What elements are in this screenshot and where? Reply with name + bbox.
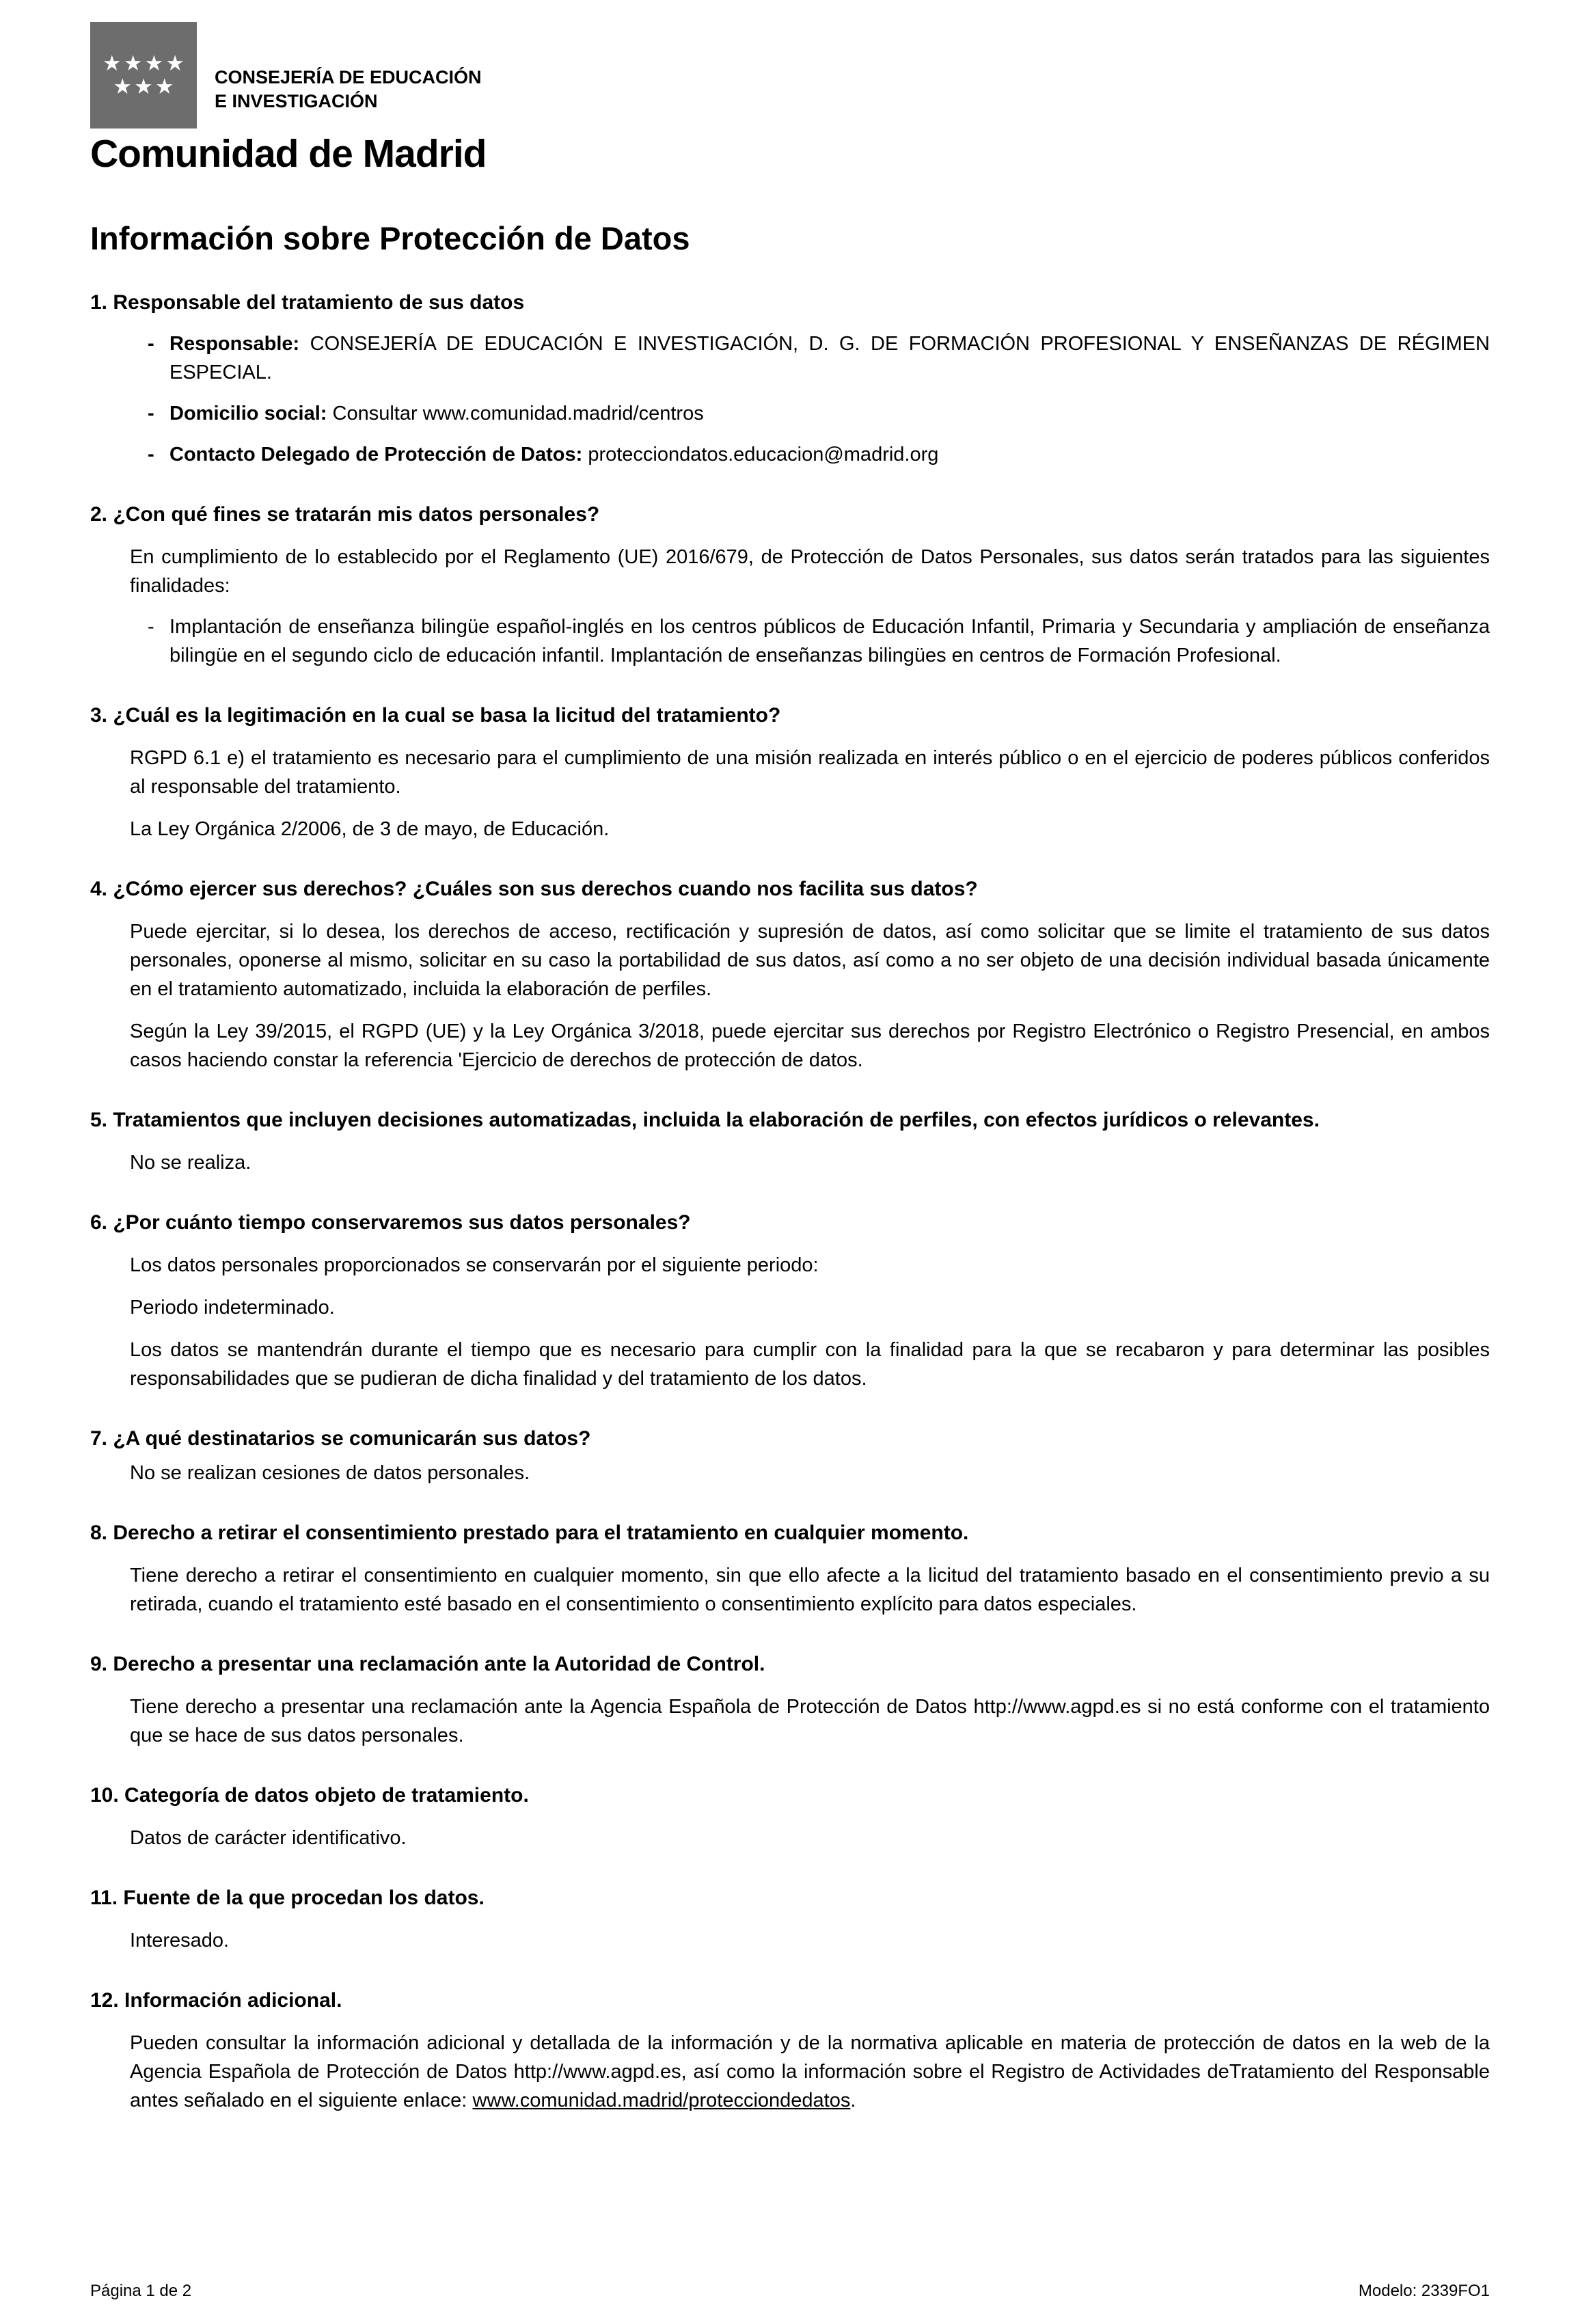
section-heading: 10. Categoría de datos objeto de tratamiento. (90, 1784, 529, 1807)
paragraph: No se realiza. (130, 1152, 251, 1174)
section-heading: 5. Tratamientos que incluyen decisiones automatizadas, incluida la elaboración de perfiles, con efectos jurídicos o relevantes. (90, 1109, 1320, 1131)
bullet-text (169, 440, 1490, 469)
section-3-legitimacion (90, 701, 1490, 843)
section-heading: 1. Responsable del tratamiento de sus datos (90, 291, 525, 314)
section-8-retirar-consentimiento (90, 1519, 1490, 1619)
bullet-marker: - (148, 333, 154, 355)
list-item (148, 612, 1490, 670)
comunidad-madrid-flag-logo (90, 22, 197, 129)
section-heading: 4. ¿Cómo ejercer sus derechos? ¿Cuáles son sus derechos cuando nos facilita sus datos? (90, 878, 978, 900)
bullet-marker: - (148, 403, 154, 424)
bullet-marker: - (148, 444, 154, 465)
section-7-destinatarios (90, 1424, 1490, 1487)
stars-icon-bottom-row: ★★★ (113, 75, 176, 98)
paragraph (130, 2029, 1490, 2115)
list-item (148, 399, 1490, 428)
org-line-2: E INVESTIGACIÓN (215, 91, 378, 111)
org-name (215, 66, 482, 113)
bullet-label: Responsable: (169, 333, 300, 355)
paragraph: Puede ejercitar, si lo desea, los derechos de acceso, rectificación y supresión de datos, así como solicitar que se limite el tratamiento de sus datos personales, oponerse al mismo, solicitar en su caso la portabilidad de sus datos, así como a no ser objeto de una decisión individual basada únicamente en el tratamiento automatizado, incluida la elaboración de perfiles. (130, 921, 1490, 1000)
section-heading: 8. Derecho a retirar el consentimiento prestado para el tratamiento en cualquier momento. (90, 1522, 969, 1544)
section-heading: 12. Información adicional. (90, 1989, 342, 2012)
org-line-1: CONSEJERÍA DE EDUCACIÓN (215, 67, 482, 87)
section-heading: 7. ¿A qué destinatarios se comunicarán sus datos? (90, 1427, 591, 1450)
paragraph: Tiene derecho a retirar el consentimiento en cualquier momento, sin que ello afecte a la licitud del tratamiento basado en el consentimiento previo a su retirada, cuando el tratamiento esté basado en el consentimiento o consentimiento explícito para datos especiales. (130, 1565, 1490, 1615)
paragraph: Datos de carácter identificativo. (130, 1827, 407, 1849)
paragraph: Los datos personales proporcionados se conservarán por el siguiente periodo: (130, 1254, 819, 1276)
bullet-label: Contacto Delegado de Protección de Datos: (169, 444, 583, 465)
paragraph: Según la Ley 39/2015, el RGPD (UE) y la Ley Orgánica 3/2018, puede ejercitar sus derechos por Registro Electrónico o Registro Presencial, en ambos casos haciendo constar la referencia 'Ejercicio de derechos de protección de datos. (130, 1021, 1490, 1071)
section-heading: 9. Derecho a presentar una reclamación ante la Autoridad de Control. (90, 1653, 765, 1675)
paragraph-text: Pueden consultar la información adicional y detallada de la información y de la normativa aplicable en materia de protección de datos en la web de la Agencia Española de Protección de Datos http://www.agpd.es, así como la información sobre el Registro de Actividades deTratamiento del Responsable antes señalado en el siguiente enlace: (130, 2032, 1490, 2111)
bullet-text (169, 329, 1490, 387)
paragraph: Periodo indeterminado. (130, 1297, 335, 1319)
header-logo-row (90, 22, 1490, 129)
bullet-text (169, 399, 1490, 428)
paragraph: Tiene derecho a presentar una reclamación ante la Agencia Española de Protección de Datos http://www.agpd.es si no está conforme con el tratamiento que se hace de sus datos personales. (130, 1696, 1490, 1746)
list-item (148, 329, 1490, 387)
section-10-categoria-datos (90, 1781, 1490, 1852)
paragraph: Interesado. (130, 1930, 230, 1951)
stars-icon-top-row: ★★★★ (102, 51, 187, 75)
section-11-fuente-datos (90, 1884, 1490, 1955)
bullet-text: Implantación de enseñanza bilingüe español-inglés en los centros públicos de Educación Infantil, Primaria y Secundaria y ampliación de enseñanza bilingüe en el segundo ciclo de educación infantil. Implantación de enseñanzas bilingües en centros de Formación Profesional. (169, 616, 1490, 666)
paragraph-period: . (850, 2090, 856, 2111)
paragraph: Los datos se mantendrán durante el tiempo que es necesario para cumplir con la finalidad para la que se recabaron y para determinar las posibles responsabilidades que se pudieran de dicha finalidad y del tratamiento de los datos. (130, 1339, 1490, 1390)
section-5-decisiones-automatizadas (90, 1106, 1490, 1177)
section-heading: 2. ¿Con qué fines se tratarán mis datos personales? (90, 503, 600, 526)
brand-title: Comunidad de Madrid (90, 132, 487, 176)
section-4-derechos (90, 875, 1490, 1075)
paragraph: RGPD 6.1 e) el tratamiento es necesario para el cumplimiento de una misión realizada en interés público o en el ejercicio de poderes públicos conferidos al responsable del tratamiento. (130, 747, 1490, 798)
page-number: Página 1 de 2 (90, 2282, 192, 2300)
paragraph: En cumplimiento de lo establecido por el Reglamento (UE) 2016/679, de Protección de Datos Personales, sus datos serán tratados para las siguientes finalidades: (130, 546, 1490, 597)
page-footer (90, 2282, 1490, 2301)
section-heading: 11. Fuente de la que procedan los datos. (90, 1887, 485, 1909)
bullet-value: protecciondatos.educacion@madrid.org (588, 444, 939, 465)
document-header (90, 22, 1490, 175)
bullet-value: CONSEJERÍA DE EDUCACIÓN E INVESTIGACIÓN, D. G. DE FORMACIÓN PROFESIONAL Y ENSEÑANZAS DE RÉGIMEN ESPECIAL. (169, 333, 1490, 383)
section-9-reclamacion (90, 1650, 1490, 1750)
bullet-label: Domicilio social: (169, 403, 327, 424)
section-12-informacion-adicional (90, 1986, 1490, 2115)
paragraph: No se realizan cesiones de datos personales. (130, 1462, 530, 1484)
section-heading: 3. ¿Cuál es la legitimación en la cual se basa la licitud del tratamiento? (90, 704, 781, 727)
section-2-fines (90, 500, 1490, 670)
model-number: Modelo: 2339FO1 (1358, 2282, 1490, 2300)
section-1-responsable (90, 288, 1490, 469)
page-title: Información sobre Protección de Datos (90, 220, 690, 256)
bullet-value: Consultar www.comunidad.madrid/centros (332, 403, 704, 424)
section-heading: 6. ¿Por cuánto tiempo conservaremos sus datos personales? (90, 1211, 691, 1234)
protecciondedatos-link[interactable]: www.comunidad.madrid/protecciondedatos (472, 2090, 851, 2111)
paragraph: La Ley Orgánica 2/2006, de 3 de mayo, de Educación. (130, 818, 610, 840)
list-item (148, 440, 1490, 469)
bullet-marker: - (148, 616, 154, 638)
section-6-conservacion (90, 1208, 1490, 1393)
